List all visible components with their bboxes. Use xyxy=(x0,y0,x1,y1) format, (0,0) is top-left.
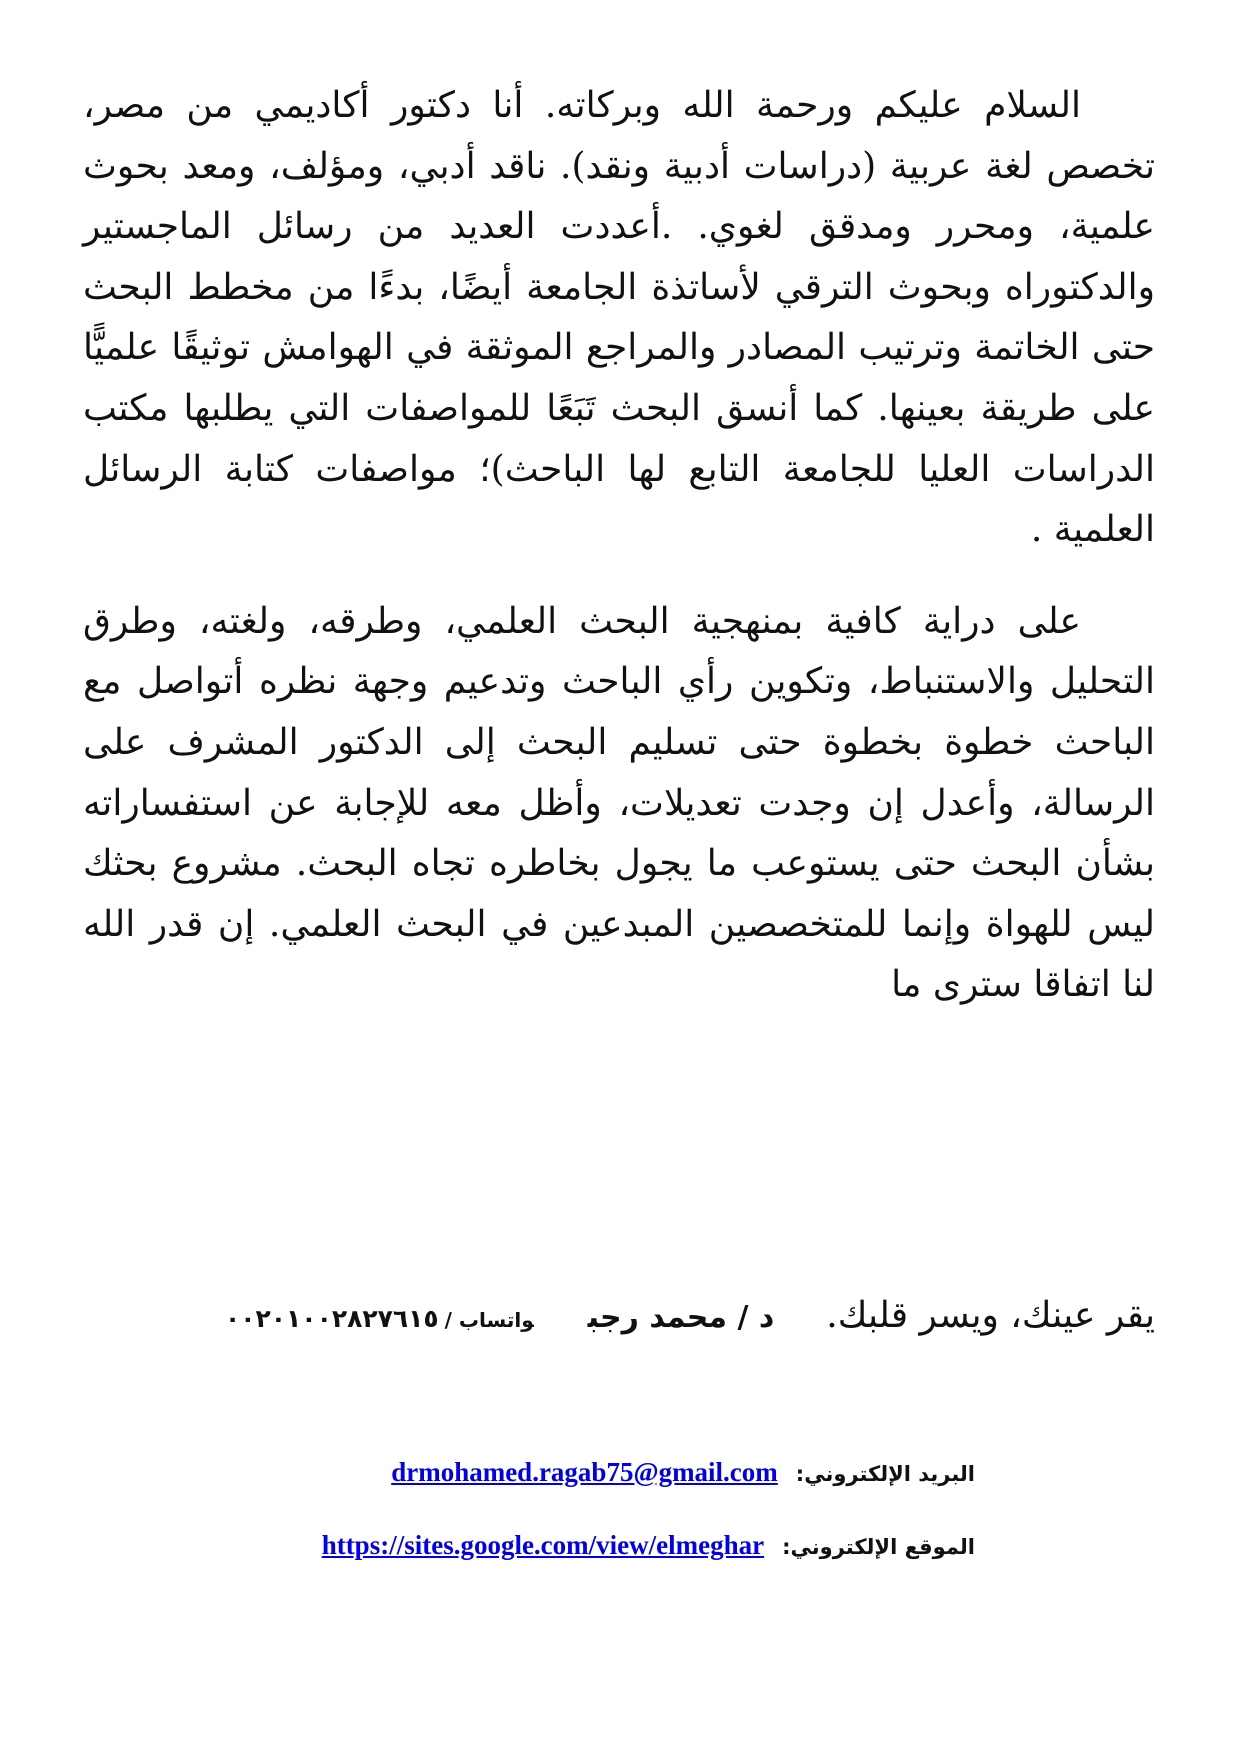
signature-line xyxy=(83,1295,1155,1355)
paragraph-methodology: على دراية كافية بمنهجية البحث العلمي، وطرقه، ولغته، وطرق التحليل والاستنباط، وتكوين رأي الباحث وتدعيم وجهة نظره أتواصل مع الباحث خطوة بخطوة حتى تسليم البحث إلى الدكتور المشرف على الرسالة، وأعدل إن وجدت تعديلات، وأظل معه للإجابة عن استفساراته بشأن البحث حتى يستوعب ما يجول بخاطره تجاه البحث. مشروع بحثك ليس للهواة وإنما للمتخصصين المبدعين في البحث العلمي. إن قدر الله لنا اتفاقا سترى ما xyxy=(83,600,1155,1006)
website-link[interactable]: https://sites.google.com/view/elmeghar xyxy=(321,1530,765,1560)
body-text xyxy=(83,76,1155,1016)
paragraph-intro: السلام عليكم ورحمة الله وبركاته. أنا دكتور أكاديمي من مصر، تخصص لغة عربية (دراسات أدبية ونقد). ناقد أدبي، ومؤلف، ومعد بحوث علمية، ومحرر ومدقق لغوي. .أعددت العديد من رسائل الماجستير والدكتوراه وبحوث الترقي لأساتذة الجامعة أيضًا، بدءًا من مخطط البحث حتى الخاتمة وترتيب المصادر والمراجع الموثقة في الهوامش توثيقًا علميًّا على طريقة بعينها. كما أنسق البحث تَبَعًا للمواصفات التي يطلبها مكتب الدراسات العليا للجامعة التابع لها الباحث)؛ مواصفات كتابة الرسائل العلمية . xyxy=(83,85,1155,551)
signature-name: د / محمد رجب xyxy=(587,1300,775,1335)
whatsapp-label: واتساب / xyxy=(444,1308,534,1332)
whatsapp-number: ٠٠٢٠١٠٠٢٨٢٧٦١٥ xyxy=(225,1304,439,1333)
website-label: الموقع الإلكتروني: xyxy=(782,1535,975,1559)
closing-text: يقر عينك، ويسر قلبك. xyxy=(826,1295,1155,1336)
email-link[interactable]: drmohamed.ragab75@gmail.com xyxy=(391,1457,778,1487)
email-row xyxy=(391,1457,975,1488)
website-row xyxy=(322,1530,975,1561)
email-label: البريد الإلكتروني: xyxy=(795,1462,975,1486)
